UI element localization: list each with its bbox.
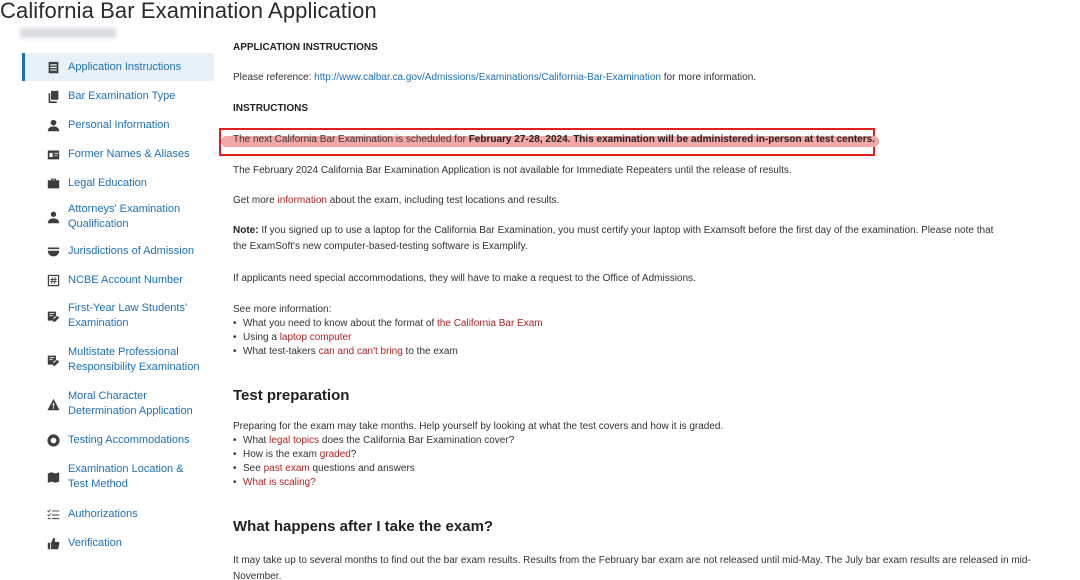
list-item <box>233 476 723 490</box>
reference-suffix: for more information. <box>661 72 757 83</box>
sidebar-item-legal-education[interactable] <box>22 169 214 197</box>
more-info-paragraph <box>233 194 559 208</box>
laptop-note <box>233 224 993 254</box>
sidebar-item-verification[interactable] <box>22 529 214 557</box>
can-cant-bring-link[interactable]: can and can't bring <box>318 346 403 357</box>
sidebar-item-application-instructions[interactable] <box>22 53 214 81</box>
instructions-heading: INSTRUCTIONS <box>233 103 308 114</box>
sidebar-item-label-line1: Attorneys' Examination <box>68 203 181 215</box>
test-prep-intro: Preparing for the exam may take months. Help yourself by looking at what the test covers and how it is graded. <box>233 421 724 432</box>
accommodations-text: If applicants need special accommodations, they will have to make a request to the Office of Admissions. <box>233 273 696 284</box>
list-item-prefix: What you need to know about the format of <box>243 318 438 329</box>
sidebar-item-label: Former Names & Aliases <box>68 147 190 160</box>
sidebar-item-examination-location[interactable] <box>22 455 214 499</box>
list-item-prefix: What <box>243 435 270 446</box>
sidebar-item-label-line1: Moral Character <box>68 390 147 402</box>
applicant-name-redacted <box>20 28 116 38</box>
thumbs-up-icon <box>46 536 60 550</box>
bar-exam-format-link[interactable]: the California Bar Exam <box>437 318 543 329</box>
list-item-prefix: See <box>243 463 264 474</box>
test-preparation-heading: Test preparation <box>233 387 350 404</box>
sidebar-item-label-line2: Test Method <box>68 478 128 490</box>
sidebar-item-label: Authorizations <box>68 507 138 520</box>
list-item-prefix: What test-takers <box>243 346 319 357</box>
sidebar-item-mpre[interactable] <box>22 337 214 383</box>
note-label: Note: <box>233 225 259 236</box>
sidebar-item-label-line2: Examination <box>68 317 129 329</box>
list-item <box>233 462 723 476</box>
list-item-suffix: does the California Bar Examination cover? <box>319 435 515 446</box>
see-more-section <box>233 303 543 359</box>
sidebar-item-jurisdictions[interactable] <box>22 237 214 265</box>
sidebar-item-label-line2: Determination Application <box>68 405 193 417</box>
briefcase-icon <box>46 176 60 190</box>
after-exam-line1: It may take up to several months to find out the bar exam results. Results from the February bar exam are not released until mid-May. The July bar exam results are released in mid- <box>233 555 1031 566</box>
sidebar-item-attorneys-examination[interactable] <box>22 197 214 237</box>
list-item <box>233 345 543 359</box>
user-tie-icon <box>46 210 60 224</box>
exam-date-highlight-text <box>233 133 875 147</box>
list-item <box>233 448 723 462</box>
page-title: California Bar Examination Application <box>0 0 377 23</box>
list-item-prefix: Using a <box>243 332 280 343</box>
list-item <box>233 434 723 448</box>
sidebar-item-ncbe-account[interactable] <box>22 265 214 295</box>
after-exam-heading: What happens after I take the exam? <box>233 518 494 535</box>
sidebar-item-label: Jurisdictions of Admission <box>68 244 194 257</box>
sidebar-item-personal-information[interactable] <box>22 111 214 139</box>
after-exam-line2: November. <box>233 571 282 580</box>
sidebar-item-label: Verification <box>68 536 122 549</box>
sidebar-item-label: Testing Accommodations <box>68 433 190 446</box>
sidebar-item-label-line1: First-Year Law Students' <box>68 302 188 314</box>
list-item-prefix: How is the exam <box>243 449 320 460</box>
graded-link[interactable]: graded <box>319 449 351 460</box>
hash-box-icon <box>46 273 60 287</box>
sidebar-item-label: Personal Information <box>68 118 170 131</box>
legal-topics-link[interactable]: legal topics <box>269 435 320 446</box>
warning-icon <box>46 397 60 411</box>
checklist-icon <box>46 507 60 521</box>
sidebar-item-label-line1: Examination Location & <box>68 463 184 475</box>
test-prep-list <box>233 434 723 490</box>
immediate-repeaters-text: The February 2024 California Bar Examination Application is not available for Immediate Repeaters until the release of results. <box>233 165 792 176</box>
reference-prefix: Please reference: <box>233 72 315 83</box>
sidebar-item-label: Legal Education <box>68 176 147 189</box>
bowl-icon <box>46 244 60 258</box>
sidebar-item-testing-accommodations[interactable] <box>22 425 214 455</box>
sidebar-item-authorizations[interactable] <box>22 499 214 529</box>
calbar-exam-link[interactable]: http://www.calbar.ca.gov/Admissions/Examinations/California-Bar-Examination <box>314 72 661 83</box>
past-exam-link[interactable]: past exam <box>263 463 310 474</box>
see-more-label: See more information: <box>233 304 332 315</box>
application-instructions-heading: APPLICATION INSTRUCTIONS <box>233 42 378 53</box>
sidebar-item-first-year-law-students[interactable] <box>22 295 214 337</box>
edit-note-icon <box>46 353 60 367</box>
sidebar-item-label: NCBE Account Number <box>68 273 183 286</box>
list-item <box>233 317 543 331</box>
sidebar-item-moral-character[interactable] <box>22 383 214 425</box>
sidebar-item-label-line1: Multistate Professional <box>68 346 179 358</box>
sidebar-item-label-line2: Responsibility Examination <box>68 361 200 373</box>
more-info-suffix: about the exam, including test locations and results. <box>326 195 560 206</box>
sidebar-item-label: Application Instructions <box>68 60 182 73</box>
information-link[interactable]: information <box>277 195 327 206</box>
note-line1: If you signed up to use a laptop for the California Bar Examination, you must certify your laptop with Examsoft before the first day of the examination. Please note that <box>258 225 994 236</box>
sidebar-item-former-names[interactable] <box>22 139 214 169</box>
sidebar-item-bar-examination-type[interactable] <box>22 81 214 111</box>
what-is-scaling-link[interactable]: What is scaling? <box>243 477 316 488</box>
exam-date-bold: February 27-28, 2024. This examination will be administered in-person at test centers. <box>468 134 875 145</box>
sidebar-nav <box>22 53 214 557</box>
sidebar-item-label: Bar Examination Type <box>68 89 176 102</box>
document-list-icon <box>46 60 60 74</box>
sidebar-item-label-line2: Qualification <box>68 218 129 230</box>
list-item-suffix: questions and answers <box>309 463 415 474</box>
person-icon <box>46 118 60 132</box>
note-line2: the ExamSoft's new computer-based-testing software is Examplify. <box>233 241 528 252</box>
copy-icon <box>46 89 60 103</box>
list-item <box>233 331 543 345</box>
list-item-suffix: to the exam <box>402 346 458 357</box>
list-item-suffix: ? <box>350 449 357 460</box>
more-info-prefix: Get more <box>233 195 278 206</box>
laptop-computer-link[interactable]: laptop computer <box>279 332 352 343</box>
lifebuoy-icon <box>46 433 60 447</box>
after-exam-text <box>233 554 1031 580</box>
edit-note-icon <box>46 309 60 323</box>
test-prep-section <box>233 420 723 490</box>
reference-paragraph <box>233 71 756 85</box>
id-card-icon <box>46 147 60 161</box>
see-more-list <box>233 317 543 359</box>
map-icon <box>46 470 60 484</box>
exam-date-prefix: The next California Bar Examination is scheduled for <box>233 134 469 145</box>
